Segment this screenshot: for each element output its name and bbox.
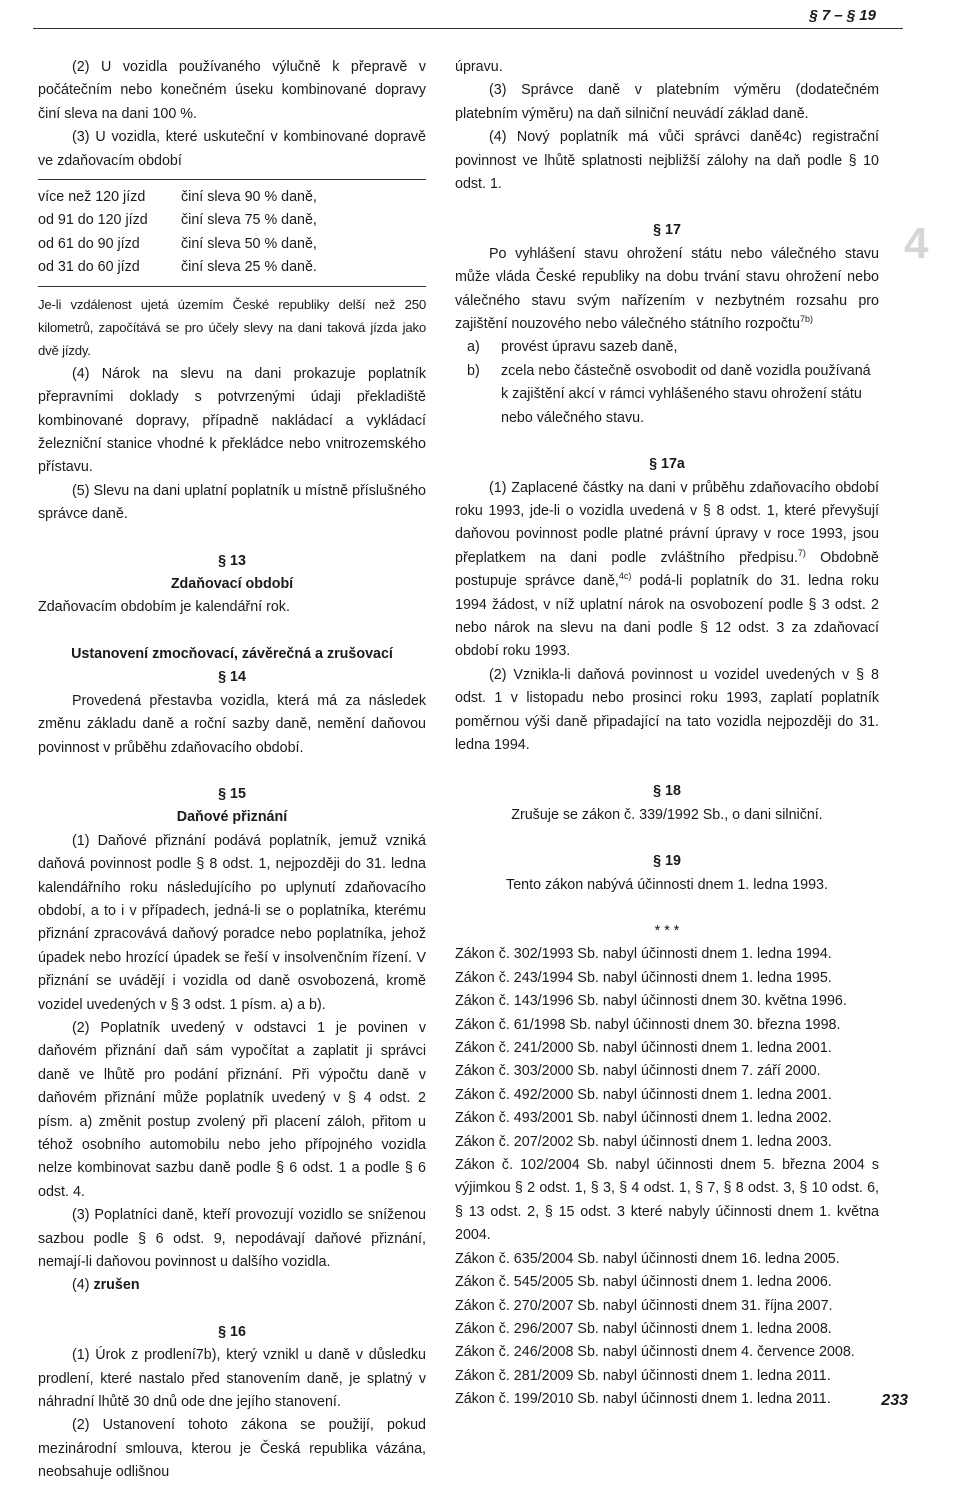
list-text: zcela nebo částečně osvobodit od daně vozidla používaná k zajištění akcí v rámci vyhlášeného stavu ohrožení státu nebo válečného stavu. [501, 362, 871, 426]
list-label: a) [467, 339, 480, 356]
part-heading: Ustanovení zmocňovací, závěrečná a zrušovací [71, 645, 393, 662]
amendment-item: Zákon č. 243/1994 Sb. nabyl účinnosti dnem 1. ledna 1995. [455, 969, 832, 986]
chapter-tab: 4 [904, 219, 929, 268]
section-number: § 17 [653, 222, 681, 239]
amendment-item: Zákon č. 303/2000 Sb. nabyl účinnosti dnem 7. září 2000. [455, 1063, 821, 1080]
amendment-item: Zákon č. 281/2009 Sb. nabyl účinnosti dnem 1. ledna 2011. [455, 1367, 831, 1384]
paragraph-number: (4) [72, 1277, 90, 1294]
left-column [38, 56, 426, 1485]
amendment-item: Zákon č. 199/2010 Sb. nabyl účinnosti dnem 1. ledna 2011. [455, 1391, 831, 1408]
discount-table [38, 186, 426, 280]
divider [38, 286, 426, 287]
paragraph: Provedená přestavba vozidla, která má za následek změnu základu daně a roční sazby daně, nemění daňovou povinnost v průběhu zdaňovacího období. [38, 692, 426, 756]
section-range: § 7 – § 19 [809, 7, 876, 24]
paragraph [455, 477, 879, 664]
paragraph-text: (1) Zaplacené částky na dani v průběhu zdaňovacího období roku 1993, jde-li o vozidla uvedená v § 8 odst. 1, které převyšují daňovou povinnost podle platné právní úpravy v roce 1993, jsou přeplatkem na dani podle zvláštního předpisu. [455, 479, 879, 566]
paragraph: (3) Poplatníci daně, kteří provozují vozidlo se sníženou sazbou podle § 6 odst. 9, nepodávají daňové přiznání, nemají-li daňovou povinnost u dalšího vozidla. [38, 1207, 426, 1271]
paragraph: Zrušuje se zákon č. 339/1992 Sb., o dani silniční. [511, 806, 823, 823]
paragraph [38, 1274, 426, 1297]
section-number: § 19 [653, 853, 681, 870]
table-cell: od 61 do 90 jízd [38, 235, 140, 252]
amendment-item: Zákon č. 493/2001 Sb. nabyl účinnosti dnem 1. ledna 2002. [455, 1110, 832, 1127]
amendment-item: Zákon č. 545/2005 Sb. nabyl účinnosti dnem 1. ledna 2006. [455, 1274, 832, 1291]
header-rule [33, 28, 903, 29]
table-row [38, 186, 426, 209]
amendment-item: Zákon č. 61/1998 Sb. nabyl účinnosti dnem 30. března 1998. [455, 1016, 841, 1033]
table-cell: činí sleva 75 % daně, [181, 212, 317, 229]
separator-stars: * * * [654, 923, 680, 939]
amendment-item: Zákon č. 102/2004 Sb. nabyl účinnosti dnem 5. března 2004 s výjimkou § 2 odst. 1, § 3, § 4 odst. 1, § 7, § 8 odst. 3, § 10 odst. 6, § 13 odst. 2, § 15 odst. 3 které nabyly účinnosti dnem 1. května 2004. [455, 1157, 879, 1244]
right-column [455, 56, 879, 1412]
table-cell: od 91 do 120 jízd [38, 212, 148, 229]
paragraph: úpravu. [455, 59, 503, 75]
amendment-item: Zákon č. 296/2007 Sb. nabyl účinnosti dnem 1. ledna 2008. [455, 1320, 832, 1337]
list-text: provést úpravu sazeb daně, [501, 339, 678, 356]
footnote-ref: 7b) [799, 314, 813, 325]
amendment-item: Zákon č. 635/2004 Sb. nabyl účinnosti dnem 16. ledna 2005. [455, 1250, 840, 1267]
section-number: § 17a [649, 456, 685, 473]
amendment-item: Zákon č. 270/2007 Sb. nabyl účinnosti dnem 31. října 2007. [455, 1297, 833, 1314]
paragraph: (5) Slevu na dani uplatní poplatník u místně příslušného správce daně. [38, 482, 426, 523]
amendment-item: Zákon č. 207/2002 Sb. nabyl účinnosti dnem 1. ledna 2003. [455, 1133, 832, 1150]
table-cell: činí sleva 50 % daně, [181, 235, 317, 252]
paragraph: (3) Správce daně v platebním výměru (dodatečném platebním výměru) na daň silniční neuvádí základ daně. [455, 82, 879, 122]
paragraph: Tento zákon nabývá účinnosti dnem 1. ledna 1993. [506, 876, 828, 893]
paragraph: (1) Úrok z prodlení7b), který vznikl u daně v důsledku prodlení, které nastalo před stanovením daně, je splatný v náhradní lhůtě 30 dnů ode dne jejího stanovení. [38, 1347, 426, 1411]
repealed-label: zrušen [93, 1277, 140, 1294]
list-item [455, 360, 879, 430]
section-number: § 13 [218, 552, 246, 569]
paragraph: (2) Ustanovení tohoto zákona se použijí, pokud mezinárodní smlouva, kterou je Česká republika vázána, neobsahuje odlišnou [38, 1417, 426, 1481]
paragraph: (4) Nový poplatník má vůči správci daně4c) registrační povinnost ve lhůtě splatnosti nejbližší zálohy na daň podle § 10 odst. 1. [455, 129, 879, 193]
table-cell: činí sleva 90 % daně, [181, 189, 317, 206]
footnote-ref: 7) [797, 547, 806, 558]
table-row [38, 209, 426, 232]
paragraph: (1) Daňové přiznání podává poplatník, jemuž vzniká daňová povinnost podle § 8 odst. 1, nejpozději do 31. ledna kalendářního roku následujícího po uplynutí zdaňovacího období, a to i v případech, jedná-li se o poplatníka, kterému přiznání zpracovává daňový poradce nebo poplatníka, jehož úpadek nebo hrozící úpadek se řeší v insolvenčním řízení. V přiznání se uvádějí i vozidla od daně osvobozená, kromě vozidel uvedených v § 3 odst. 1 písm. a) a b). [38, 832, 426, 1013]
section-title: Zdaňovací období [170, 576, 294, 593]
section-number: § 14 [218, 669, 246, 686]
paragraph: Zdaňovacím obdobím je kalendářní rok. [38, 599, 290, 616]
amendment-item: Zákon č. 492/2000 Sb. nabyl účinnosti dnem 1. ledna 2001. [455, 1086, 832, 1103]
paragraph-text: Po vyhlášení stavu ohrožení státu nebo válečného stavu může vláda České republiky na dobu trvání stavu ohrožení nebo válečného stavu svým nařízením v nezbytném rozsahu pro zajištění nouzového nebo válečného státního rozpočtu [455, 245, 879, 333]
divider [38, 179, 426, 180]
table-row [38, 233, 426, 256]
paragraph: Je-li vzdálenost ujetá územím České republiky delší než 250 kilometrů, započítává se pro účely slevy na dani taková jízda jako dvě jízdy. [38, 296, 426, 359]
amendment-item: Zákon č. 143/1996 Sb. nabyl účinnosti dnem 30. května 1996. [455, 993, 847, 1010]
paragraph: (2) Vznikla-li daňová povinnost u vozidel uvedených v § 8 odst. 1 v listopadu nebo prosinci roku 1993, zaplatí poplatník poměrnou výši daně připadající na tato vozidla nejpozději do 31. ledna 1994. [455, 666, 879, 753]
list-item [455, 336, 879, 359]
table-cell: činí sleva 25 % daně. [181, 259, 317, 276]
paragraph-text: Obdobně postupuje správce daně, [455, 549, 879, 590]
amendment-item: Zákon č. 241/2000 Sb. nabyl účinnosti dnem 1. ledna 2001. [455, 1040, 832, 1057]
footnote-ref: 4c) [618, 571, 632, 582]
paragraph: (3) U vozidla, které uskuteční v kombinované dopravě ve zdaňovacím období [38, 129, 426, 169]
amendment-item: Zákon č. 246/2008 Sb. nabyl účinnosti dnem 4. července 2008. [455, 1344, 855, 1361]
amendment-list [455, 943, 879, 1411]
table-cell: více než 120 jízd [38, 189, 146, 206]
paragraph: (4) Nárok na slevu na dani prokazuje poplatník přepravními doklady s potvrzenými údaji překladiště kombinované dopravy, případně nakládací a vykládací železniční stanice vhodné k překládce nebo vnitrozemského přístavu. [38, 365, 426, 476]
paragraph: (2) Poplatník uvedený v odstavci 1 je povinen v daňovém přiznání daň sám vypočítat a zaplatit ji správci daně ve lhůtě pro podání přiznání. Při výpočtu daně v daňovém přiznání může poplatník uvedený v § 4 odst. 2 písm. a) změnit postup zvolený při placení záloh, přitom u téhož osobního automobilu nebo jeho přípojného vozidla nelze kombinovat sazbu daně podle § 6 odst. 1 a podle § 6 odst. 4. [38, 1019, 426, 1200]
section-title: Daňové přiznání [176, 809, 288, 826]
section-number: § 15 [218, 785, 246, 802]
paragraph-text: podá-li poplatník do 31. ledna roku 1994 žádost, v níž uplatní nárok na osvobození podle § 3 odst. 2 nebo nárok na slevu na dani podle § 12 odst. 3 za zdaňovací období roku 1993. [455, 573, 879, 660]
amendment-item: Zákon č. 302/1993 Sb. nabyl účinnosti dnem 1. ledna 1994. [455, 946, 832, 963]
table-cell: od 31 do 60 jízd [38, 259, 140, 276]
section-number: § 18 [653, 783, 681, 800]
paragraph: (2) U vozidla používaného výlučně k přepravě v počátečním nebo konečném úseku kombinované dopravy činí sleva na dani 100 %. [38, 59, 426, 122]
list-label: b) [467, 362, 480, 379]
table-row [38, 256, 426, 279]
section-number: § 16 [218, 1323, 246, 1340]
paragraph [455, 243, 879, 337]
page-number: 233 [881, 1391, 908, 1409]
